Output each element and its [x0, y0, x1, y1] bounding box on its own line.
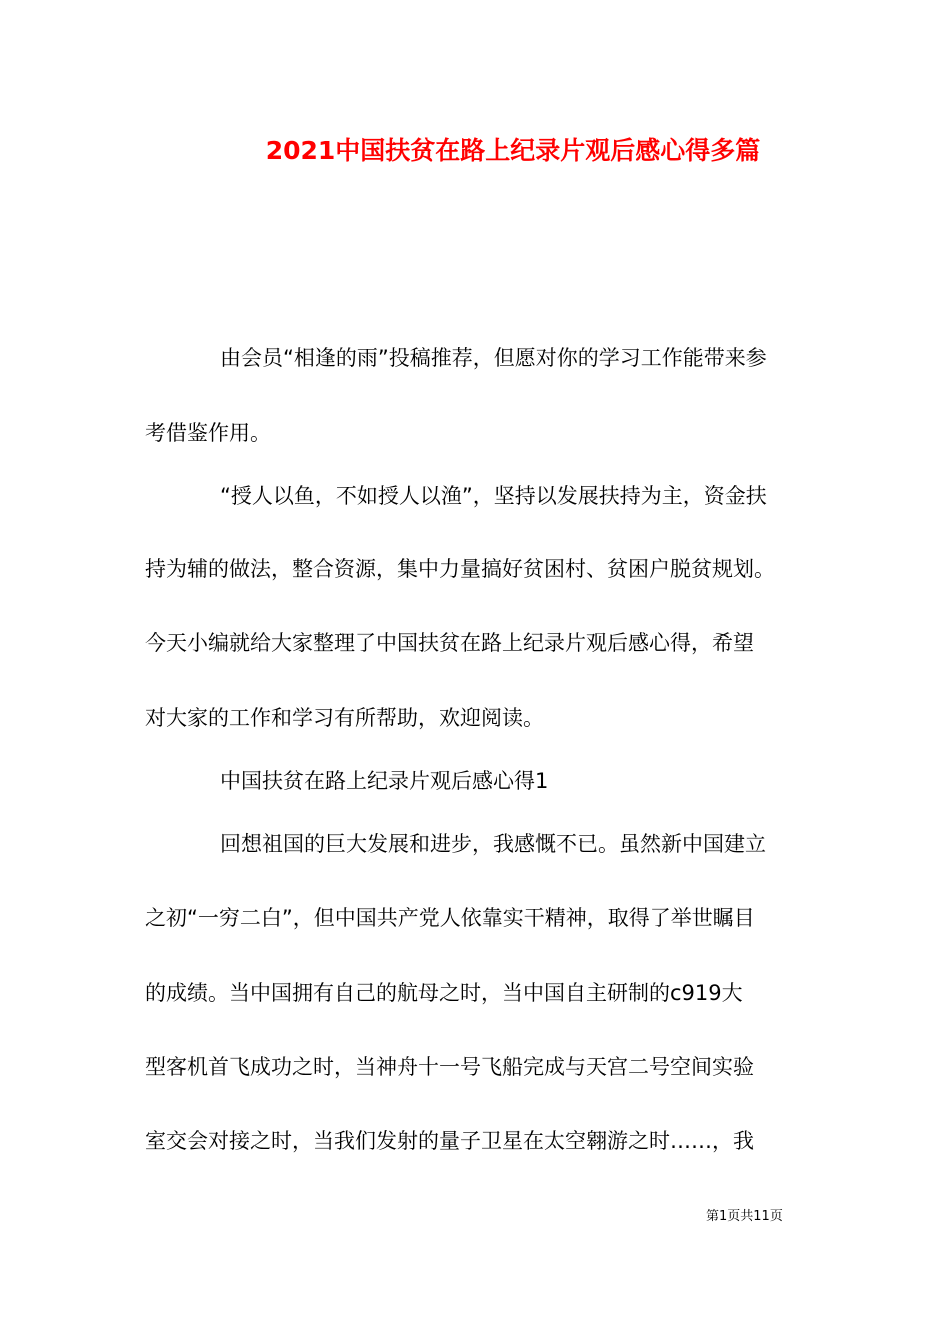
paragraph-line: 型客机首飞成功之时，当神舟十一号飞船完成与天宫二号空间实验 [145, 1055, 754, 1079]
paragraph-line: 对大家的工作和学习有所帮助，欢迎阅读。 [145, 706, 544, 730]
paragraph-line: 回想祖国的巨大发展和进步，我感慨不已。虽然新中国建立 [220, 832, 766, 856]
page-number: 第1页共11页 [706, 1209, 783, 1224]
paragraph-line: 之初“一穷二白”，但中国共产党人依靠实干精神，取得了举世瞩目 [145, 906, 755, 930]
section-heading: 中国扶贫在路上纪录片观后感心得1 [220, 769, 549, 793]
document-title: 2021中国扶贫在路上纪录片观后感心得多篇 [265, 136, 761, 165]
paragraph-line: “授人以鱼，不如授人以渔”，坚持以发展扶持为主，资金扶 [220, 484, 767, 508]
paragraph-line: 考借鉴作用。 [145, 421, 271, 445]
paragraph-line: 室交会对接之时，当我们发射的量子卫星在太空翱游之时……，我 [145, 1129, 754, 1153]
paragraph-line: 的成绩。当中国拥有自己的航母之时，当中国自主研制的c919大 [145, 981, 743, 1005]
paragraph-line: 由会员“相逢的雨”投稿推荐，但愿对你的学习工作能带来参 [220, 346, 767, 370]
paragraph-line: 今天小编就给大家整理了中国扶贫在路上纪录片观后感心得，希望 [145, 631, 754, 655]
paragraph-line: 持为辅的做法，整合资源，集中力量搞好贫困村、贫困户脱贫规划。 [145, 557, 775, 581]
